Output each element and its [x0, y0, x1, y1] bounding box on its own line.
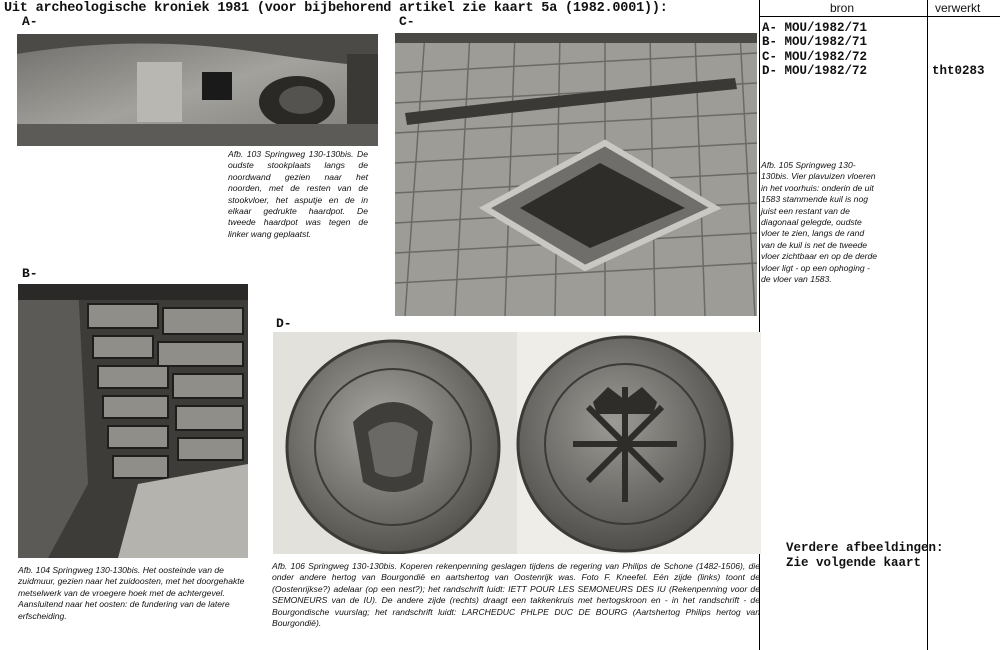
- figure-b-caption: Afb. 104 Springweg 130-130bis. Het oosteinde van de zuidmuur, gezien naar het zuidoosten, met het doorgehakte metselwerk van de vroegere hoek met de achtergevel. Aansluitend naar het oosten: de fundering van de latere erfscheiding.: [18, 565, 245, 621]
- bron-list: [762, 21, 867, 78]
- coin-reverse: [518, 337, 732, 551]
- page-title: Uit archeologische kroniek 1981 (voor bijbehorend artikel zie kaart 5a (1982.0001)):: [4, 1, 668, 16]
- figure-c-image: [395, 33, 757, 316]
- note-line-2: Zie volgende kaart: [786, 556, 922, 570]
- note-line-1: Verdere afbeeldingen:: [786, 541, 944, 555]
- verwerkt-value-d: tht0283: [932, 64, 985, 78]
- bron-row-d: D- MOU/1982/72: [762, 63, 868, 78]
- figure-d-caption: Afb. 106 Springweg 130-130bis. Koperen rekenpenning geslagen tijdens de regering van Philips de Schone (1482-1506), die onder andere hertog van Bourgondië en aartshertog van Oostenrijk was. Foto F. Kneefel. Eén zijde (links) toont de (Oostenrijkse?) adelaar (op een nest?); het randschrift luidt: IETT POUR LES SEMONEURS DES IU (Rekenpenning voor de SEMONEURS van de IU). De andere zijde (rechts) draagt een takkenkruis met hertogskroon en - in het randschrift - de Bourgondische vuurslag; het randschrift luidt: LARCHEDUC PHLPE DUC DE BOURG (Aartshertog Philips hertog van Bourgondië).: [272, 561, 760, 629]
- figure-d-image: [273, 332, 761, 554]
- column-header-bron: bron: [830, 1, 855, 15]
- further-images-note: [786, 541, 944, 571]
- figure-d-photo: [273, 332, 761, 554]
- sidebar-header-rule: [759, 16, 1000, 17]
- figure-a-label: A-: [22, 14, 38, 29]
- bron-row-c: C- MOU/1982/72: [762, 49, 868, 64]
- figure-c-label: C-: [399, 14, 415, 29]
- figure-b-label: B-: [22, 266, 38, 281]
- figure-a-caption: Afb. 103 Springweg 130-130bis. De oudste stookplaats langs de noordwand gezien naar het noorden, met de resten van de stookvloer, het asputje en de in elkaar gedrukte haardpot. De tweede haardpot was tegen de linker wang geplaatst.: [228, 149, 368, 239]
- column-header-verwerkt: verwerkt: [935, 1, 981, 15]
- figure-b-image: [18, 284, 248, 558]
- figure-a-image: [17, 34, 378, 146]
- figure-c-photo: [395, 33, 757, 316]
- figure-b-photo: [18, 284, 248, 558]
- bron-row-a: A- MOU/1982/71: [762, 21, 868, 35]
- figure-a-photo: [17, 34, 378, 146]
- coin-obverse: [287, 341, 499, 553]
- figure-c-caption: Afb. 105 Springweg 130-130bis. Vier plavuizen vloeren in het voorhuis: onderin de uit 1583 stammende kuil is nog juist een restant van de diagonaal gelegde, oudste vloer te zien, langs de rand van de kuil is net de tweede vloer zichtbaar en op de derde vloer ligt - op een ophoging - de vloer van 1583.: [761, 160, 878, 285]
- figure-d-label: D-: [276, 316, 292, 331]
- bron-row-b: B- MOU/1982/71: [762, 35, 868, 50]
